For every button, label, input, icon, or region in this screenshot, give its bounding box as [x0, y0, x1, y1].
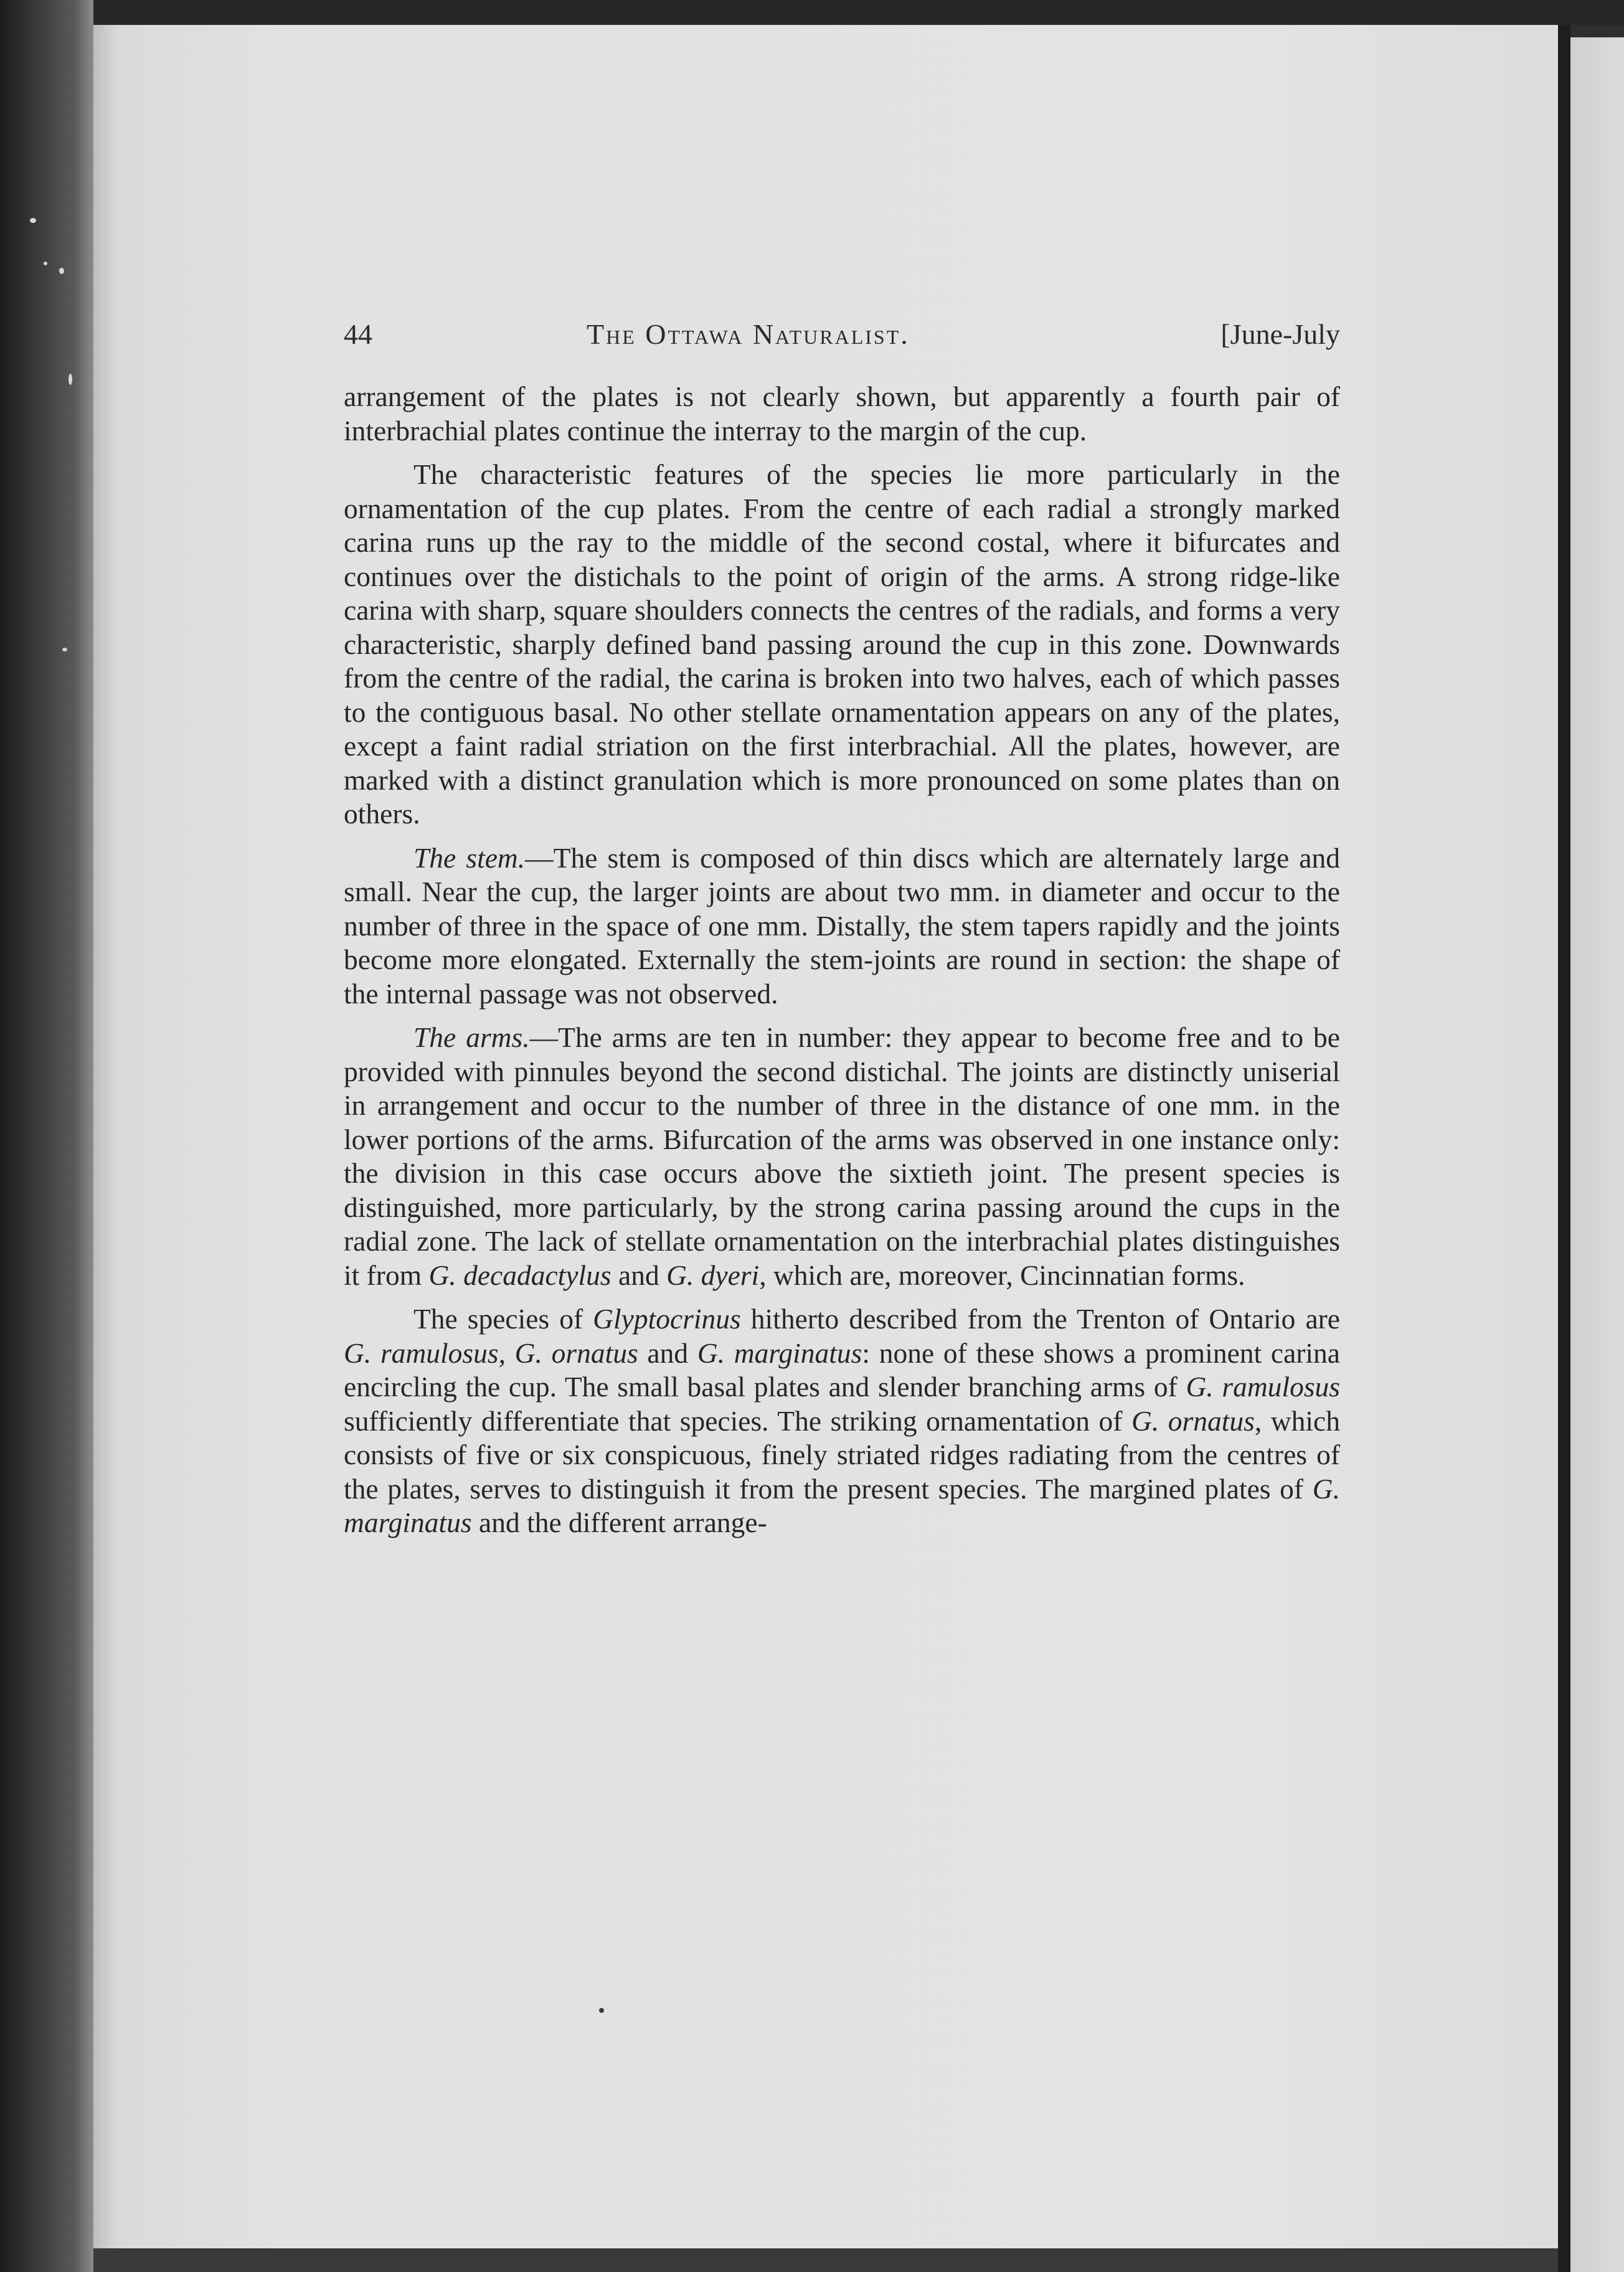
scan-speck: [68, 374, 72, 385]
text-run: , which are, moreover, Cincinnatian forms.: [759, 1259, 1245, 1291]
text-run: and: [638, 1337, 697, 1369]
text-run: hitherto described from the Trenton of Ontario are: [740, 1303, 1340, 1335]
running-head: [344, 311, 1340, 356]
scan-speck: [30, 218, 36, 223]
section-heading-stem: The stem.: [413, 841, 526, 874]
facing-page-edge: [1570, 37, 1624, 2272]
paragraph-continuation: arrangement of the plates is not clearly shown, but apparently a fourth pair of interbrachial plates continue the interray to the margin of the cup.: [344, 381, 1340, 447]
species-name: G. marginatus: [697, 1337, 862, 1369]
paragraph-characteristic-features: The characteristic features of the species lie more particularly in the ornamentation of the cup plates. From the centre of each radial a strongly marked carina runs up the ray to the middle of the second costal, where it bifurcates and continues over the distichals to the point of origin of the arms. A strong ridge-like carina with sharp, square shoulders connects the centres of the radials, and forms a very characteristic, sharply defined band passing around the cup in this zone. Downwards from the centre of the radial, the carina is broken into two halves, each of which passes to the contiguous basal. No other stellate ornamentation appears on any of the plates, except a faint radial striation on the first interbrachial. All the plates, however, are marked with a distinct granulation which is more pronounced on some plates than on others.: [344, 458, 1340, 830]
text-run: sufficiently differentiate that species. The striking ornamentation of: [344, 1404, 1131, 1437]
ink-speck: [599, 2008, 604, 2013]
paragraph-species-comparison: [344, 1302, 1340, 1540]
species-name: G. decadactylus: [428, 1259, 611, 1291]
species-name: G. ornatus: [1131, 1404, 1255, 1437]
stem-description: —The stem is composed of thin discs which are alternately large and small. Near the cup, the larger joints are about two mm. in diameter and occur to the number of three in the space of one mm. Distally, the stem tapers rapidly and the joints become more elongated. Externally the stem-joints are round in section: the shape of the internal passage was not observed.: [344, 841, 1340, 1010]
species-name: G. ramulosus, G. ornatus: [344, 1337, 638, 1369]
arms-description: —The arms are ten in number: they appear to become free and to be provided with pinnules beyond the second distichal. The joints are distinctly uniserial in arrangement and occur to the number of three in the distance of one mm. in the lower portions of the arms. Bifurcation of the arms was observed in one instance only: the division in this case occurs above the sixtieth joint. The present species is distinguished, more particularly, by the strong carina passing around the cups in the radial zone. The lack of stellate ornamentation on the interbrachial plates distinguishes it from: [344, 1021, 1340, 1291]
paragraph-arms: [344, 1021, 1340, 1292]
scan-speck: [62, 648, 67, 651]
paragraph-stem: [344, 841, 1340, 1011]
scan-background-left: [0, 0, 93, 2272]
scan-speck: [44, 262, 47, 265]
text-run: : none of these shows a prominent carina encircling the cup. The small basal plates and slender branching arms of: [344, 1337, 1340, 1403]
text-run: and the different arrange-: [471, 1507, 767, 1538]
book-gutter: [1558, 25, 1570, 2272]
issue-date: [June-July: [1220, 318, 1340, 350]
species-name: G. dyeri: [666, 1259, 760, 1291]
text-run: The species of: [413, 1303, 593, 1335]
genus-name: Glyptocrinus: [593, 1303, 741, 1335]
text-run: and: [611, 1259, 667, 1291]
species-name: G. marginatus: [344, 1472, 1340, 1538]
scan-background-bottom: [93, 2248, 1563, 2272]
text-run: , which consists of five or six conspicuous, finely striated ridges radiating from the centres of the plates, serves to distinguish it from the present species. The margined plates of: [344, 1404, 1340, 1505]
journal-title: The Ottawa Naturalist.: [587, 318, 910, 350]
section-heading-arms: The arms.: [413, 1021, 530, 1053]
body-text: [344, 380, 1340, 1550]
page-number: 44: [344, 318, 372, 350]
scan-speck: [59, 268, 64, 274]
scan-background-top: [0, 0, 1624, 25]
species-name: G. ramulosus: [1186, 1371, 1340, 1403]
